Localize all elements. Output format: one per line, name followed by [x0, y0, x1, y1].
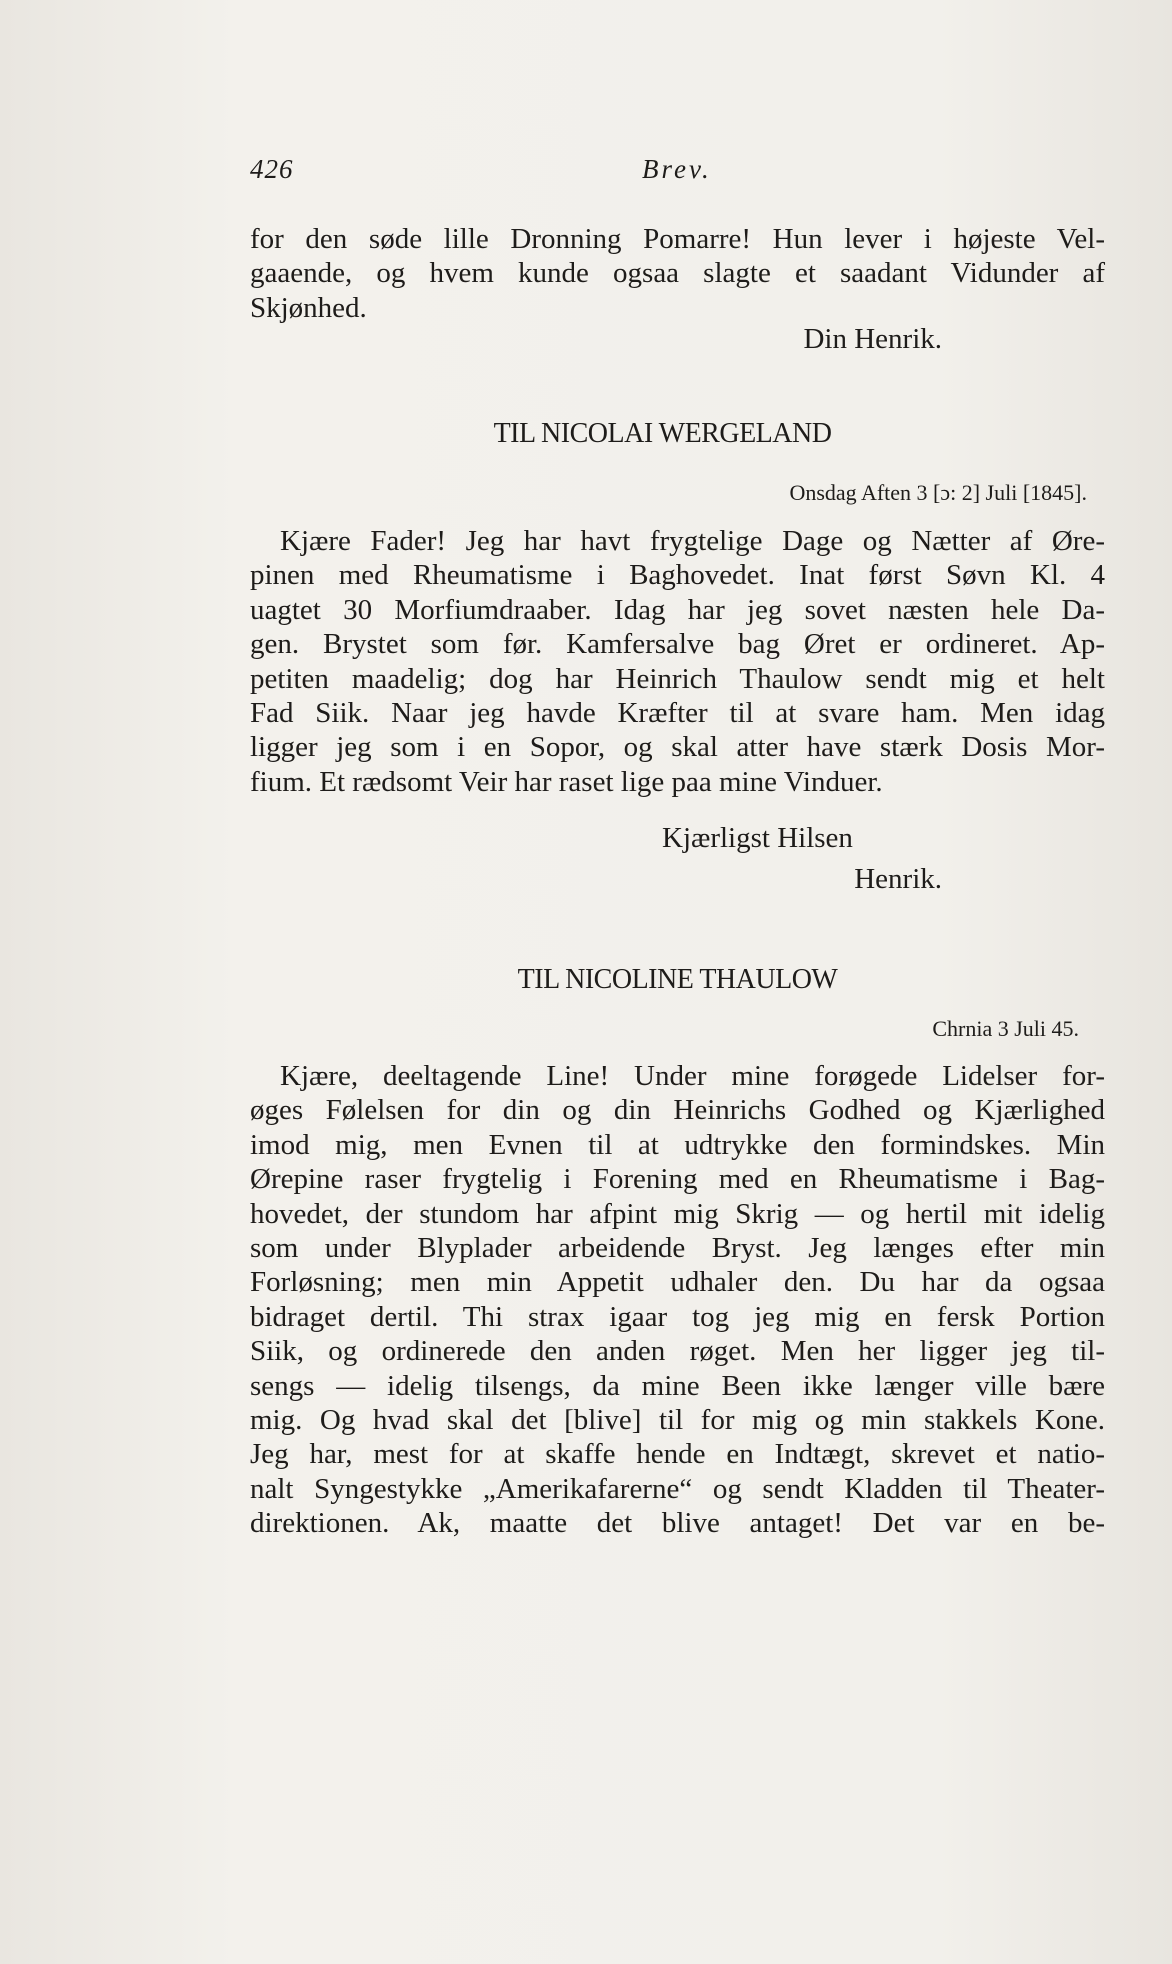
text-line: Fad Siik. Naar jeg havde Kræfter til at svare ham. Men idag	[250, 696, 1105, 729]
text-line: pinen med Rheumatisme i Baghovedet. Inat først Søvn Kl. 4	[250, 559, 1105, 592]
text-line: hovedet, der stundom har afpint mig Skrig — og hertil mit idelig	[250, 1197, 1105, 1230]
page-number: 426	[250, 154, 294, 184]
text-line: fium. Et rædsomt Veir har raset lige paa mine Vinduer.	[250, 765, 883, 798]
text-line: imod mig, men Evnen til at udtrykke den formindskes. Min	[250, 1128, 1105, 1161]
page-header	[250, 154, 1105, 194]
intro-paragraph	[250, 222, 1105, 325]
text-line: direktionen. Ak, maatte det blive antaget! Det var en be-	[250, 1507, 1105, 1540]
letter-dateline: Onsdag Aften 3 [ɔ: 2] Juli [1845].	[789, 480, 1087, 505]
text-line: sengs — idelig tilsengs, da mine Been ikke længer ville bære	[250, 1369, 1105, 1402]
letter-body	[250, 1059, 1105, 1540]
text-line: Ørepine raser frygtelig i Forening med en Rheumatisme i Bag-	[250, 1163, 1105, 1196]
text-line: nalt Syngestykke „Amerikafarerne“ og sendt Kladden til Theater-	[250, 1472, 1105, 1505]
text-line: mig. Og hvad skal det [blive] til for mig og min stakkels Kone.	[250, 1403, 1105, 1436]
text-line: Skjønhed.	[250, 291, 367, 324]
letter-body	[250, 524, 1105, 799]
text-line: ligger jeg som i en Sopor, og skal atter have stærk Dosis Mor-	[250, 731, 1105, 764]
text-line: for den søde lille Dronning Pomarre! Hun lever i højeste Vel-	[250, 223, 1105, 255]
letter-heading: TIL NICOLINE THAULOW	[517, 964, 838, 995]
text-line: Kjære Fader! Jeg har havt frygtelige Dage og Nætter af Øre-	[280, 525, 1105, 557]
text-line: Forløsning; men min Appetit udhaler den. Du har da ogsaa	[250, 1266, 1105, 1299]
text-line: uagtet 30 Morfiumdraaber. Idag har jeg sovet næsten hele Da-	[250, 593, 1105, 626]
letter-closing: Kjærligst Hilsen	[662, 822, 853, 854]
letter-heading: TIL NICOLAI WERGELAND	[493, 418, 832, 449]
text-line: petiten maadelig; dog har Heinrich Thaulow sendt mig et helt	[250, 662, 1105, 695]
text-line: Jeg har, mest for at skaffe hende en Indtægt, skrevet et natio-	[250, 1438, 1105, 1471]
text-line: gen. Brystet som før. Kamfersalve bag Øret er ordineret. Ap-	[250, 628, 1105, 661]
text-line: Siik, og ordinerede den anden røget. Men her ligger jeg til-	[250, 1335, 1105, 1368]
text-line: bidraget dertil. Thi strax igaar tog jeg mig en fersk Portion	[250, 1300, 1105, 1333]
text-line: øges Følelsen for din og din Heinrichs Godhed og Kjærlighed	[250, 1094, 1105, 1127]
text-line: som under Blyplader arbeidende Bryst. Jeg længes efter min	[250, 1231, 1105, 1264]
letter-dateline: Chrnia 3 Juli 45.	[932, 1016, 1079, 1041]
intro-signature: Din Henrik.	[803, 323, 942, 355]
text-line: Kjære, deeltagende Line! Under mine forøgede Lidelser for-	[280, 1060, 1105, 1092]
letter-signature: Henrik.	[854, 863, 942, 895]
running-title: Brev.	[642, 154, 712, 184]
text-line: gaaende, og hvem kunde ogsaa slagte et saadant Vidunder af	[250, 257, 1105, 290]
